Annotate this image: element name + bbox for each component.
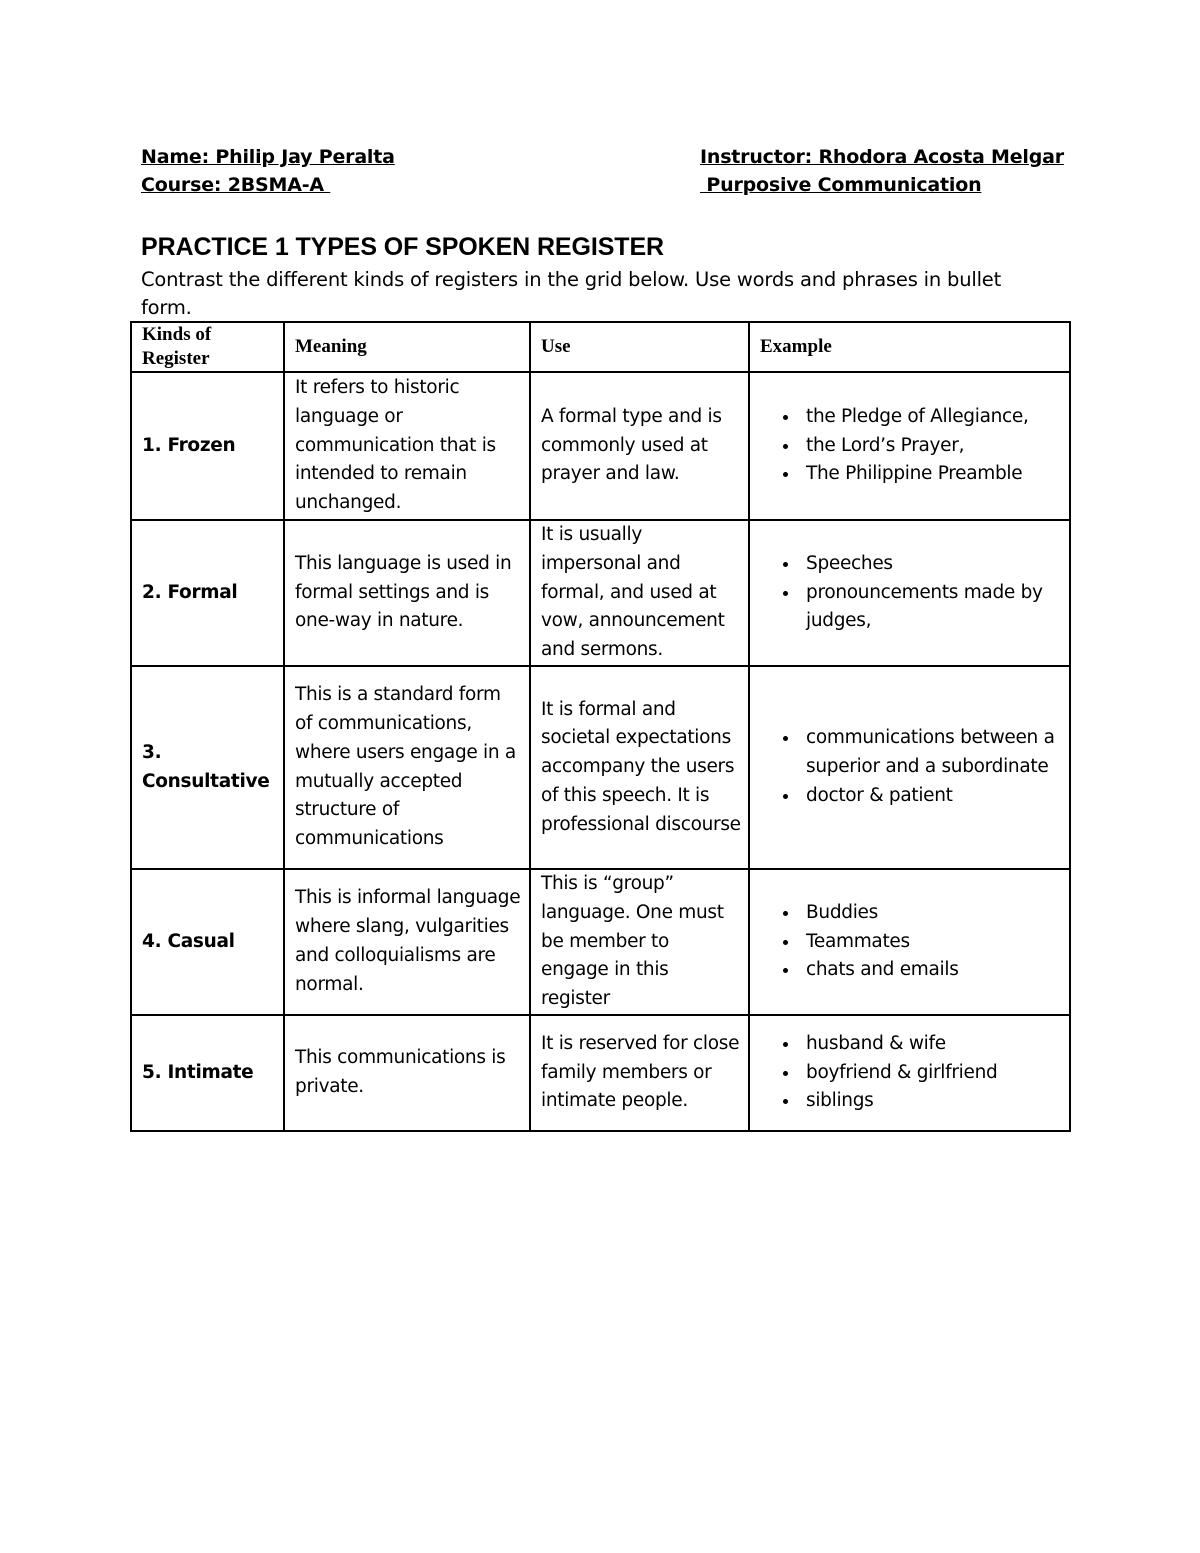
page-title: PRACTICE 1 TYPES OF SPOKEN REGISTER — [141, 233, 664, 261]
instructions: Contrast the different kinds of registers in the grid below. Use words and phrases in bullet form. — [141, 268, 1002, 319]
header-meaning: Meaning — [284, 322, 530, 372]
table-row — [131, 372, 1070, 520]
example-list — [760, 403, 1063, 489]
example-list — [760, 1030, 1063, 1116]
list-item: • The Philippine Preamble — [800, 460, 1063, 489]
example-cell — [749, 1015, 1070, 1131]
list-item: • the Lord’s Prayer, — [800, 432, 1063, 461]
list-item: • the Pledge of Allegiance, — [800, 403, 1063, 432]
list-item: • doctor & patient — [800, 782, 1063, 811]
list-item: • siblings — [800, 1087, 1063, 1116]
table-row — [131, 666, 1070, 869]
use-cell: It is usually impersonal and formal, and used at vow, announcement and sermons. — [530, 520, 749, 666]
kind-cell: 2. Formal — [131, 520, 284, 666]
header-kind: Kinds of Register — [131, 322, 284, 372]
kind-cell: 1. Frozen — [131, 372, 284, 520]
list-item: • communications between a superior and a subordinate — [800, 724, 1063, 782]
kind-cell: 5. Intimate — [131, 1015, 284, 1131]
use-cell: It is formal and societal expectations accompany the users of this speech. It is professional discourse — [530, 666, 749, 869]
instructor-name: Instructor: Rhodora Acosta Melgar — [700, 146, 1064, 168]
example-cell — [749, 869, 1070, 1015]
kind-cell: 3. Consultative — [131, 666, 284, 869]
table-header-row — [131, 322, 1070, 372]
header-example: Example — [749, 322, 1070, 372]
meaning-cell: This is informal language where slang, vulgarities and colloquialisms are normal. — [284, 869, 530, 1015]
list-item: • Buddies — [800, 899, 1063, 928]
table-row — [131, 520, 1070, 666]
course-label: Course: 2BSMA-A — [141, 174, 331, 196]
meaning-cell: It refers to historic language or communication that is intended to remain unchanged. — [284, 372, 530, 520]
example-cell — [749, 666, 1070, 869]
list-item: • boyfriend & girlfriend — [800, 1059, 1063, 1088]
example-cell — [749, 520, 1070, 666]
example-list — [760, 899, 1063, 985]
use-cell: This is “group” language. One must be member to engage in this register — [530, 869, 749, 1015]
list-item: • Teammates — [800, 928, 1063, 957]
meaning-cell: This language is used in formal settings and is one-way in nature. — [284, 520, 530, 666]
table-row — [131, 869, 1070, 1015]
meaning-cell: This communications is private. — [284, 1015, 530, 1131]
list-item: • pronouncements made by judges, — [800, 579, 1063, 637]
list-item: • Speeches — [800, 550, 1063, 579]
example-list — [760, 724, 1063, 810]
list-item: • chats and emails — [800, 956, 1063, 985]
list-item: • husband & wife — [800, 1030, 1063, 1059]
kind-cell: 4. Casual — [131, 869, 284, 1015]
use-cell: It is reserved for close family members or intimate people. — [530, 1015, 749, 1131]
meaning-cell: This is a standard form of communications, where users engage in a mutually accepted structure of communications — [284, 666, 530, 869]
student-name: Name: Philip Jay Peralta — [141, 146, 395, 168]
table-row — [131, 1015, 1070, 1131]
example-list — [760, 550, 1063, 636]
example-cell — [749, 372, 1070, 520]
register-table — [130, 321, 1071, 1132]
subject-label: Purposive Communication — [700, 174, 982, 196]
use-cell: A formal type and is commonly used at prayer and law. — [530, 372, 749, 520]
header-use: Use — [530, 322, 749, 372]
